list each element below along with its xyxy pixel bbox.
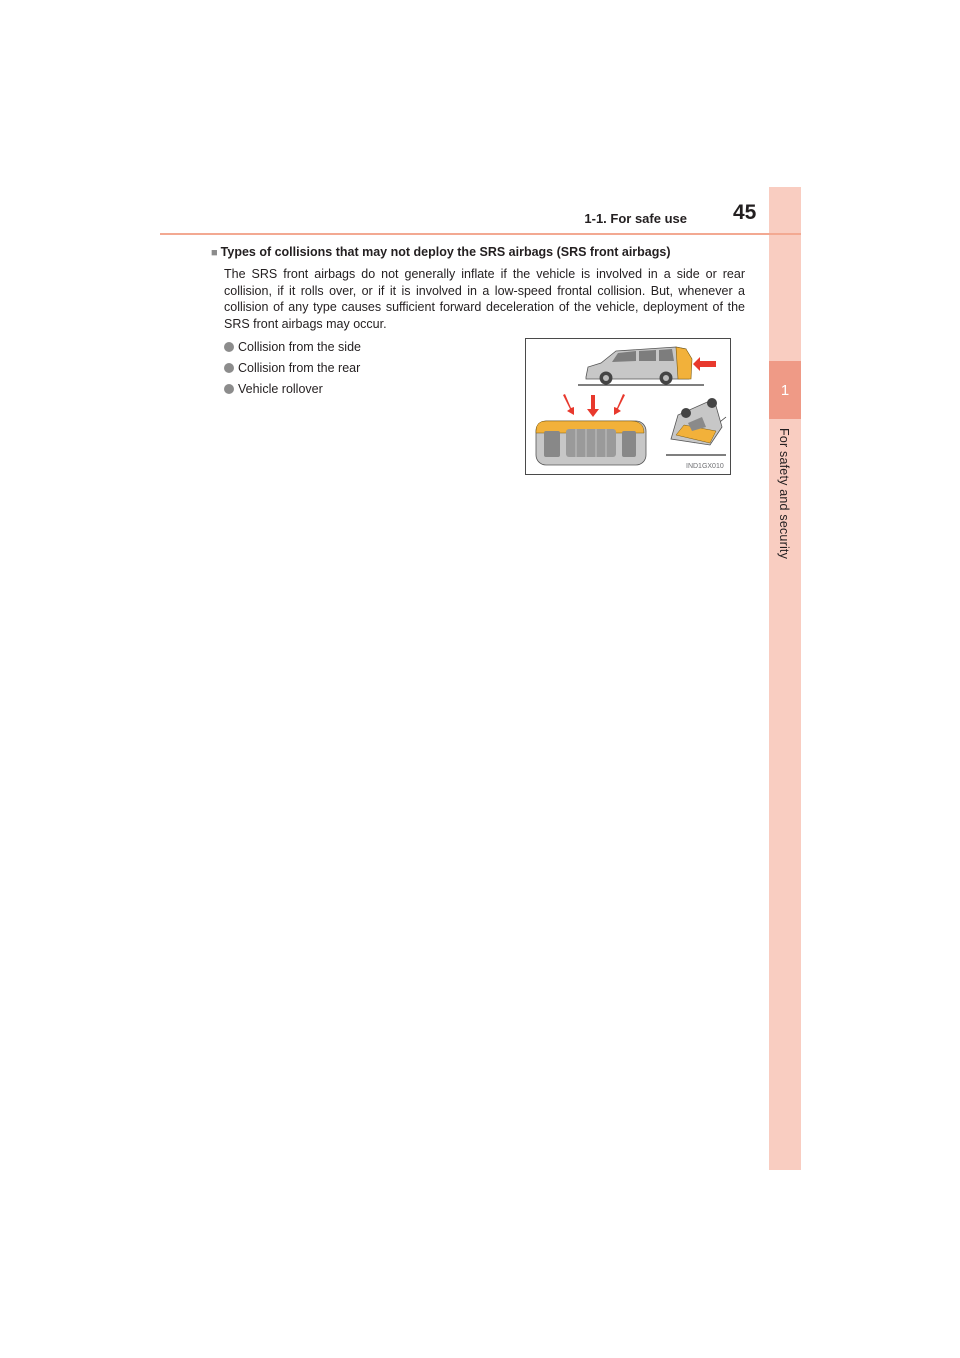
collision-illustration <box>525 338 731 475</box>
list-item-text: Vehicle rollover <box>238 381 323 396</box>
list-item <box>224 357 504 378</box>
subsection-heading <box>211 245 751 259</box>
list-item <box>224 378 504 399</box>
rollover-vehicle-illustration <box>666 398 726 455</box>
square-bullet-icon: ■ <box>211 247 218 259</box>
impact-arrow-icon <box>563 394 574 415</box>
header-divider <box>160 233 801 235</box>
chapter-label: For safety and security <box>777 428 791 560</box>
figure-code: IND1GX010 <box>686 463 724 470</box>
list-item-text: Collision from the side <box>238 339 361 354</box>
bullet-dot-icon <box>224 342 234 352</box>
body-paragraph: The SRS front airbags do not generally inflate if the vehicle is involved in a side or rear collision, if it rolls over, or if it is involved in a low-speed frontal collision. But, whenever a collision of any type causes sufficient forward deceleration of the vehicle, deployment of the SRS front airbags may occur. <box>224 267 745 331</box>
section-title: 1-1. For safe use <box>584 211 687 226</box>
rear-collision-vehicle-illustration <box>578 347 716 385</box>
chapter-number: 1 <box>769 361 801 419</box>
impact-arrow-icon <box>614 394 625 415</box>
subsection-heading-text: Types of collisions that may not deploy the SRS airbags (SRS front airbags) <box>220 245 671 259</box>
page-number: 45 <box>733 201 757 224</box>
side-collision-vehicle-illustration <box>536 394 646 465</box>
bullet-dot-icon <box>224 363 234 373</box>
list-item <box>224 336 504 357</box>
side-tab <box>769 187 801 1170</box>
bullet-list <box>224 336 504 399</box>
impact-arrow-icon <box>693 357 716 371</box>
bullet-dot-icon <box>224 384 234 394</box>
list-item-text: Collision from the rear <box>238 360 361 375</box>
impact-arrow-icon <box>587 395 599 417</box>
